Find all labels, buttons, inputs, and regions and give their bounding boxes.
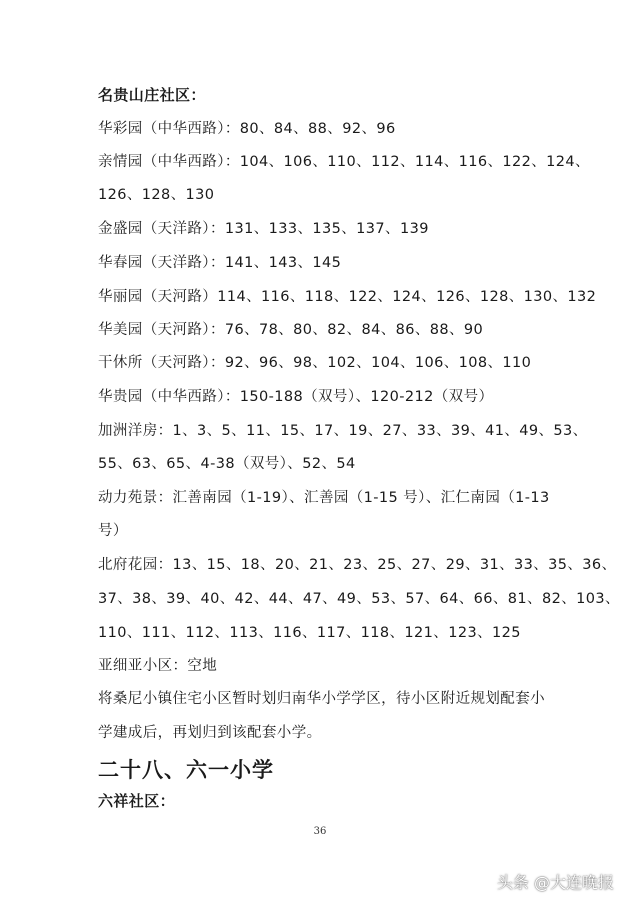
- source-watermark: 头条 @大连晚报: [496, 873, 614, 892]
- text-line: 干休所（天河路）：92、96、98、102、104、106、108、110: [98, 355, 532, 371]
- text-line: 亲情园（中华西路）：104、106、110、112、114、116、122、124、: [98, 154, 590, 170]
- text-line: 55、63、65、4-38（双号）、52、54: [98, 456, 356, 472]
- text-line: 华美园（天河路）：76、78、80、82、84、86、88、90: [98, 322, 484, 338]
- text-line: 华春园（天洋路）：141、143、145: [98, 255, 342, 271]
- text-line: 亚细亚小区：空地: [98, 658, 218, 674]
- text-line: 110、111、112、113、116、117、118、121、123、125: [98, 625, 521, 641]
- section-heading-mingguishanzhuang: 名贵山庄社区：: [98, 86, 206, 104]
- text-line: 华彩园（中华西路）：80、84、88、92、96: [98, 121, 396, 137]
- text-line: 37、38、39、40、42、44、47、49、53、57、64、66、81、82、103、: [98, 591, 620, 607]
- text-line: 华贵园（中华西路）：150-188（双号）、120-212（双号）: [98, 389, 494, 405]
- chapter-heading-liuyi-school: 二十八、六一小学: [98, 758, 274, 782]
- page-number: 36: [313, 826, 327, 837]
- section-heading-liuxiang: 六祥社区：: [98, 792, 176, 810]
- text-line: 号）: [98, 523, 128, 539]
- text-line: 将桑尼小镇住宅小区暂时划归南华小学学区，待小区附近规划配套小: [98, 691, 545, 707]
- text-line: 126、128、130: [98, 187, 215, 203]
- text-line: 北府花园：13、15、18、20、21、23、25、27、29、31、33、35、36、: [98, 557, 617, 573]
- text-line: 学建成后，再划归到该配套小学。: [98, 725, 322, 741]
- text-line: 动力苑景：汇善南园（1-19）、汇善园（1-15 号）、汇仁南园（1-13: [98, 490, 550, 506]
- text-line: 金盛园（天洋路）：131、133、135、137、139: [98, 221, 429, 237]
- text-line: 华丽园（天河路）114、116、118、122、124、126、128、130、132: [98, 289, 597, 305]
- text-line: 加洲洋房：1、3、5、11、15、17、19、27、33、39、41、49、53、: [98, 423, 588, 439]
